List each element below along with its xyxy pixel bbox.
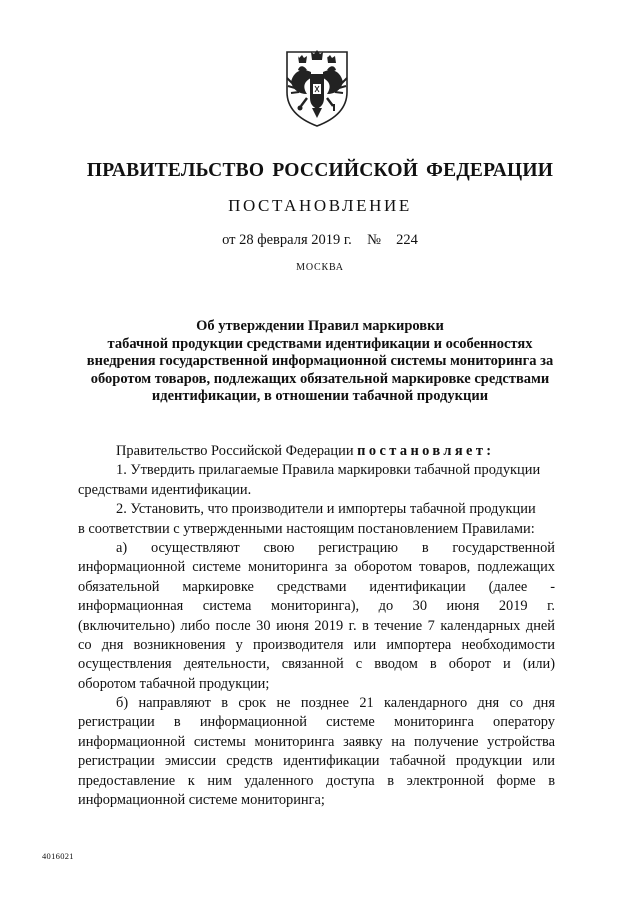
paragraph-line: информационной системы мониторинга заявку на получение устройства [78,733,555,750]
paragraph-line: информационной системе мониторинга за оборотом товаров, подлежащих [78,559,555,576]
document-body [78,442,555,810]
date-number-line [0,232,640,249]
subject-line: табачной продукции средствами идентификации и особенностях [107,335,533,352]
paragraph-line: в соответствии с утвержденными настоящим постановлением Правилами: [78,520,535,537]
paragraph-line: регистрации в информационной системе мониторинга оператору [78,714,555,731]
subject-line: Об утверждении Правил маркировки [196,318,444,334]
document-type: ПОСТАНОВЛЕНИЕ [228,196,412,215]
subject-line: внедрения государственной информационной системы мониторинга за [86,353,554,370]
subject-line: оборотом товаров, подлежащих обязательной маркировке средствами [90,370,550,387]
document-code: 4016021 [42,851,74,861]
paragraph-line: информационной системе мониторинга; [78,792,325,809]
paragraph-line: осуществления деятельности, связанной с вводом в оборот и (или) [78,656,555,673]
paragraph-line: средствами идентификации. [78,481,252,498]
document-number: 224 [396,232,418,248]
paragraph-line: со дня возникновения у производителя или импортера необходимости [78,636,555,653]
subject-line: идентификации, в отношении табачной продукции [151,388,489,405]
document-subject [70,318,570,406]
paragraph-line: регистрации эмиссии средств идентификации табачной продукции или [78,753,555,770]
paragraph-line: (включительно) либо после 30 июня 2019 г. в течение 7 календарных дней [78,617,555,634]
paragraph-line: б) направляют в срок не позднее 21 календарного дня со дня [116,695,555,712]
city: МОСКВА [296,262,344,273]
document-date: от 28 февраля 2019 г. [222,232,352,248]
preamble-lead: Правительство Российской Федерации [116,443,354,459]
paragraph-line: 2. Установить, что производители и импортеры табачной продукции [116,501,536,518]
paragraph-line: информационная система мониторинга), до 30 июня 2019 г. [78,598,555,615]
state-emblem-icon [281,48,353,128]
paragraph-line: предоставление к ним удаленного доступа в электронной форме в [78,772,555,789]
paragraph-line: обязательной маркировке средствами идентификации (далее - [78,578,555,595]
paragraph-line: оборотом табачной продукции; [78,675,270,692]
paragraph-line: 1. Утвердить прилагаемые Правила маркировки табачной продукции [116,462,541,479]
preamble-verb: постановляет: [357,443,495,459]
government-title: ПРАВИТЕЛЬСТВО РОССИЙСКОЙ ФЕДЕРАЦИИ [86,160,554,181]
number-sign: № [367,232,381,248]
paragraph-line: а) осуществляют свою регистрацию в государственной [116,539,555,556]
preamble [78,442,555,461]
